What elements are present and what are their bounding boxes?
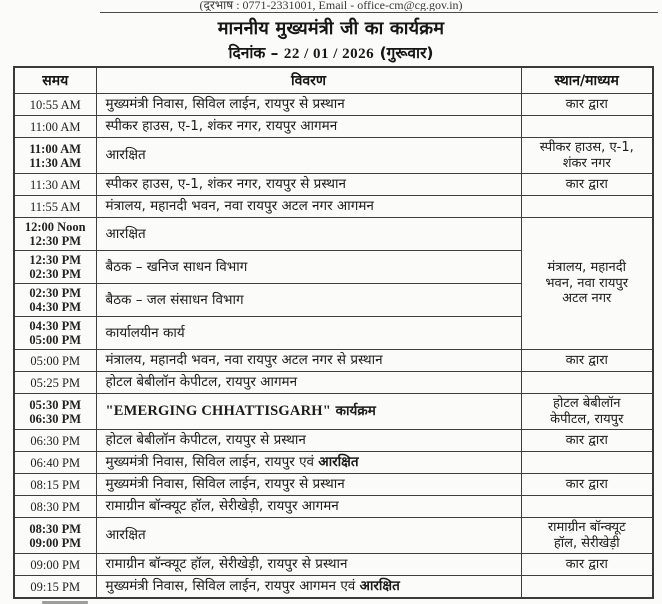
place-cell: मंत्रालय, महानदी भवन, नवा रायपुर अटल नगर [521,218,653,350]
description-cell: आरक्षित [96,218,521,251]
description-cell: रामाग्रीन बॉन्क्यूट हॉल, सेरीखेड़ी, रायपुर आगमन [96,496,521,518]
time-cell: 04:30 PM 05:00 PM [14,317,96,350]
table-row [14,350,653,372]
place-cell [521,196,653,218]
table-row [14,554,653,576]
time-cell: 05:00 PM [14,350,96,372]
time-cell: 11:00 AM [14,116,96,138]
place-cell: कार द्वारा [521,474,653,496]
table-row [14,394,653,430]
document-title: माननीय मुख्यमंत्री जी का कार्यक्रम [217,18,445,39]
time-cell: 08:30 PM 09:00 PM [14,518,96,554]
description-cell: आरक्षित [96,138,521,174]
table-row [14,576,653,599]
place-cell: कार द्वारा [521,430,653,452]
time-cell: 11:55 AM [14,196,96,218]
time-cell: 05:30 PM 06:30 PM [14,394,96,430]
description-cell: मंत्रालय, महानदी भवन, नवा रायपुर अटल नगर आगमन [96,196,521,218]
place-cell: कार द्वारा [521,554,653,576]
time-cell: 06:30 PM [14,430,96,452]
date-day: (गुरूवार) [379,44,434,62]
time-cell: 06:40 PM [14,452,96,474]
place-cell: कार द्वारा [521,94,653,116]
description-cell: कार्यालयीन कार्य [96,317,521,350]
place-cell: कार द्वारा [521,350,653,372]
table-row [14,218,653,251]
time-cell: 11:30 AM [14,174,96,196]
table-row [14,94,653,116]
contact-line-text: (दूरभाष : 0771-2331001, Email - office-cm@cg.gov.in) [199,0,463,11]
date-value: 22 / 01 / 2026 [283,46,375,62]
contact-line [0,0,662,11]
schedule-table [13,66,654,599]
description-cell: "EMERGING CHHATTISGARH" कार्यक्रम [96,394,521,430]
description-cell: मुख्यमंत्री निवास, सिविल लाईन, रायपुर आगमन एवं आरक्षित [96,576,521,599]
place-cell [521,372,653,394]
header-divider [100,12,658,13]
place-cell: होटल बेबीलॉन केपीटल, रायपुर [521,394,653,430]
table-row [14,430,653,452]
place-cell [521,496,653,518]
description-cell: बैठक – जल संसाधन विभाग [96,284,521,317]
description-cell: आरक्षित [96,518,521,554]
place-cell [521,116,653,138]
description-cell: मंत्रालय, महानदी भवन, नवा रायपुर अटल नगर से प्रस्थान [96,350,521,372]
table-row [14,452,653,474]
place-cell [521,576,653,599]
time-cell: 12:30 PM 02:30 PM [14,251,96,284]
schedule-table-body [14,94,653,599]
column-header-place: स्थान/माध्यम [521,67,653,94]
description-cell: स्पीकर हाउस, ए-1, शंकर नगर, रायपुर से प्रस्थान [96,174,521,196]
table-row [14,138,653,174]
place-cell: रामाग्रीन बॉन्क्यूट हॉल, सेरीखेड़ी [521,518,653,554]
column-header-time: समय [14,67,96,94]
date-line [0,41,662,63]
table-row [14,518,653,554]
description-cell: मुख्यमंत्री निवास, सिविल लाईन, रायपुर से प्रस्थान [96,474,521,496]
table-row [14,496,653,518]
time-cell: 08:30 PM [14,496,96,518]
column-header-details: विवरण [96,67,521,94]
description-cell: मुख्यमंत्री निवास, सिविल लाईन, रायपुर एवं आरक्षित [96,452,521,474]
place-cell [521,452,653,474]
time-cell: 08:15 PM [14,474,96,496]
description-cell: स्पीकर हाउस, ए-1, शंकर नगर, रायपुर आगमन [96,116,521,138]
time-cell: 11:00 AM 11:30 AM [14,138,96,174]
time-cell: 02:30 PM 04:30 PM [14,284,96,317]
table-row [14,116,653,138]
time-cell: 12:00 Noon 12:30 PM [14,218,96,251]
table-row [14,372,653,394]
description-cell: रामाग्रीन बॉन्क्यूट हॉल, सेरीखेड़ी, रायपुर से प्रस्थान [96,554,521,576]
time-cell: 09:00 PM [14,554,96,576]
place-cell: स्पीकर हाउस, ए-1, शंकर नगर [521,138,653,174]
table-header-row [14,67,653,94]
time-cell: 09:15 PM [14,576,96,599]
description-cell: बैठक – खनिज साधन विभाग [96,251,521,284]
description-cell: होटल बेबीलॉन केपीटल, रायपुर आगमन [96,372,521,394]
table-row [14,174,653,196]
table-row [14,474,653,496]
time-cell: 05:25 PM [14,372,96,394]
time-cell: 10:55 AM [14,94,96,116]
date-label: दिनांक – [228,44,279,62]
description-cell: होटल बेबीलॉन केपीटल, रायपुर से प्रस्थान [96,430,521,452]
place-cell: कार द्वारा [521,174,653,196]
description-cell: मुख्यमंत्री निवास, सिविल लाईन, रायपुर से प्रस्थान [96,94,521,116]
table-row [14,196,653,218]
